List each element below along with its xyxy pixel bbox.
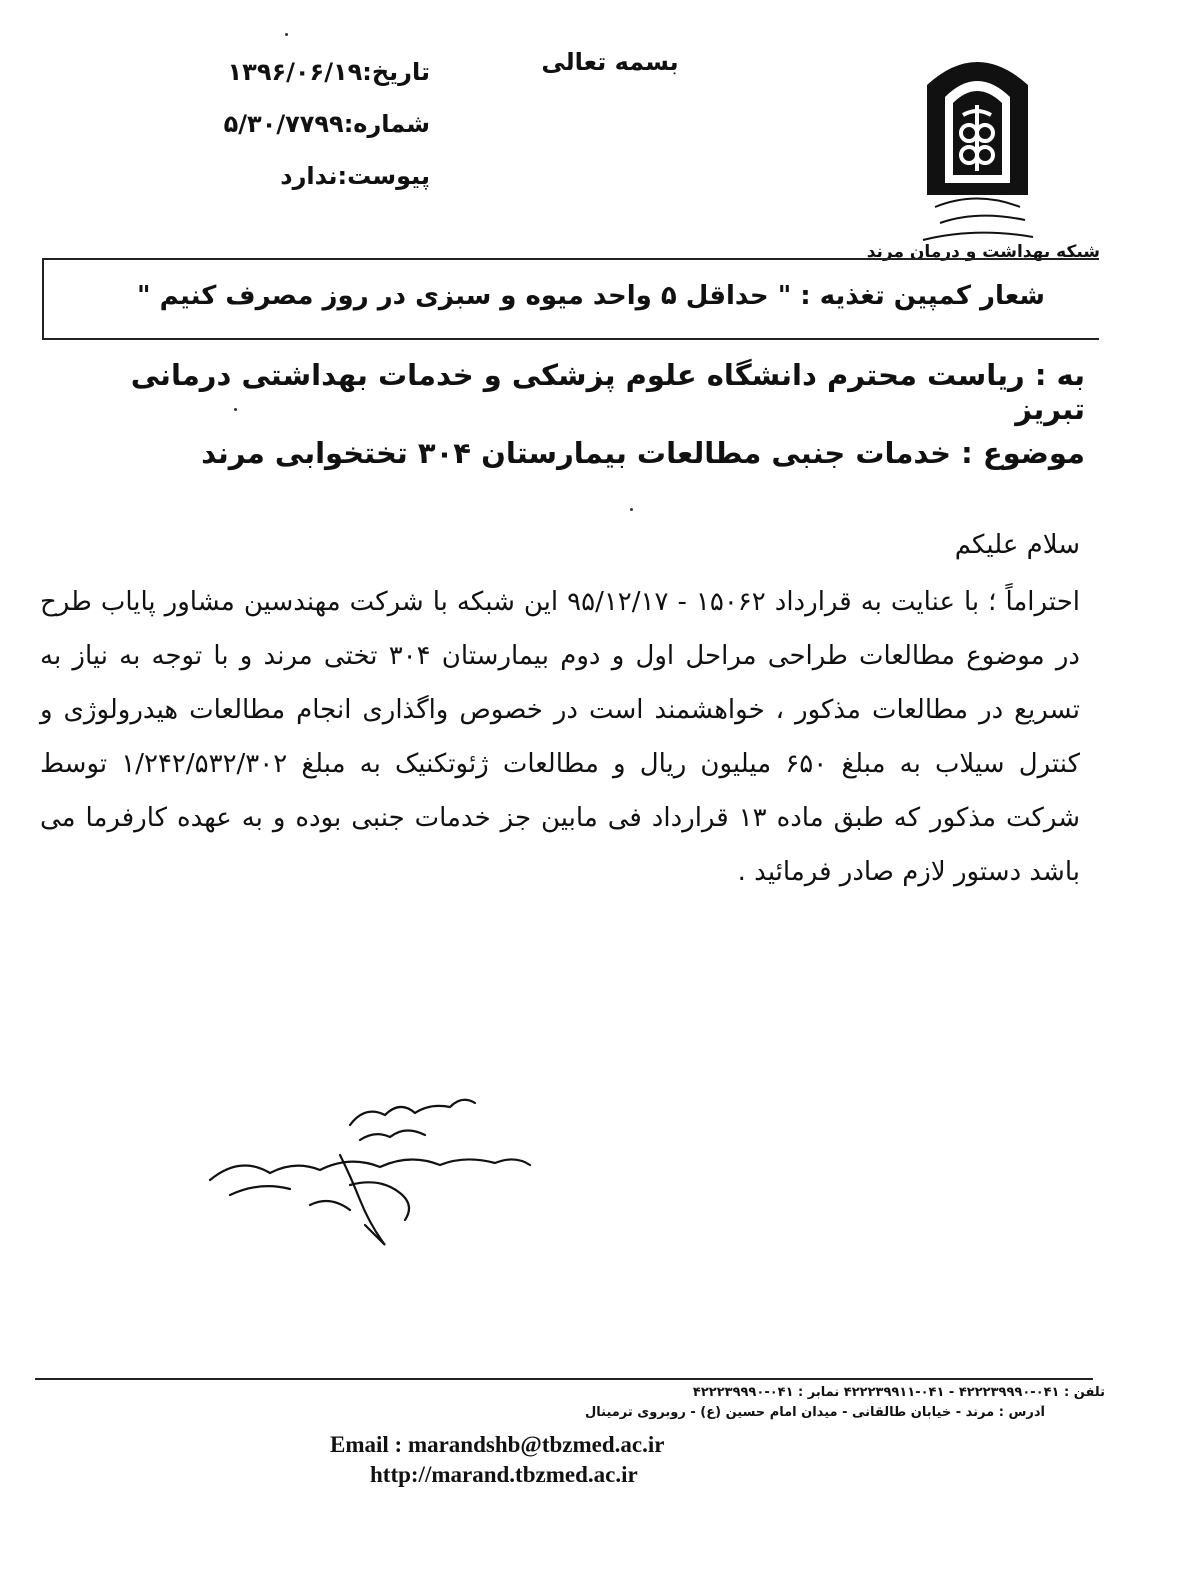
letter-number: شماره:۵/۳۰/۷۷۹۹ — [223, 110, 430, 138]
subject-line: موضوع : خدمات جنبی مطالعات بیمارستان ۳۰۴ تختخوابی مرند — [201, 436, 1085, 470]
footer-website-link[interactable]: http://marand.tbzmed.ac.ir — [370, 1462, 638, 1487]
letter-body: احتراماً ؛ با عنایت به قرارداد ۱۵۰۶۲ - ۹۵/۱۲/۱۷ این شبکه با شرکت مهندسین مشاور پایاب طرح در موضوع مطالعات طراحی مراحل اول و دوم بیمارستان ۳۰۴ تختی مرند و با توجه به نیاز به تسریع در مطالعات مذکور ، خواهشمند است در خصوص واگذاری انجام مطالعات هیدرولوژی و کنترل سیلاب به مبلغ ۶۵۰ میلیون ریال و مطالعات ژئوتکنیک به مبلغ ۱/۲۴۲/۵۳۲/۳۰۲ توسط شرکت مذکور که طبق ماده ۱۳ قرارداد فی مابین جز خدمات جنبی بوده و به عهده کارفرما می باشد دستور لازم صادر فرمائید . — [40, 587, 1081, 887]
greeting: سلام علیکم — [954, 530, 1080, 560]
nutrition-campaign-slogan: شعار کمپین تغذیه : " حداقل ۵ واحد میوه و سبزی در روز مصرف کنیم " — [137, 281, 1045, 311]
handwritten-signature — [200, 1085, 540, 1260]
footer-phone-fax: تلفن : ۰۴۱-۴۲۲۲۳۹۹۹۰ - ۰۴۱-۴۲۲۲۳۹۹۱۱ نمابر : ۰۴۱-۴۲۲۲۳۹۹۹۰ — [692, 1385, 1105, 1400]
footer-email[interactable]: Email : marandshb@tbzmed.ac.ir — [330, 1432, 665, 1457]
university-logo — [915, 45, 1040, 245]
footer-divider — [35, 1378, 1093, 1380]
footer-address: آدرس : مرند - خیابان طالقانی - میدان امام حسین (ع) - روبروی ترمینال — [584, 1405, 1045, 1420]
recipient-line: به : ریاست محترم دانشگاه علوم پزشکی و خدمات بهداشتی درمانی تبریز — [130, 358, 1085, 426]
organization-name: شبکه بهداشت و درمان مرند — [866, 242, 1100, 262]
letter-date: تاریخ:۱۳۹۶/۰۶/۱۹ — [227, 58, 430, 86]
bismillah-heading: بسمه تعالی — [541, 48, 679, 76]
letter-attachment: پیوست:ندارد — [280, 162, 430, 190]
